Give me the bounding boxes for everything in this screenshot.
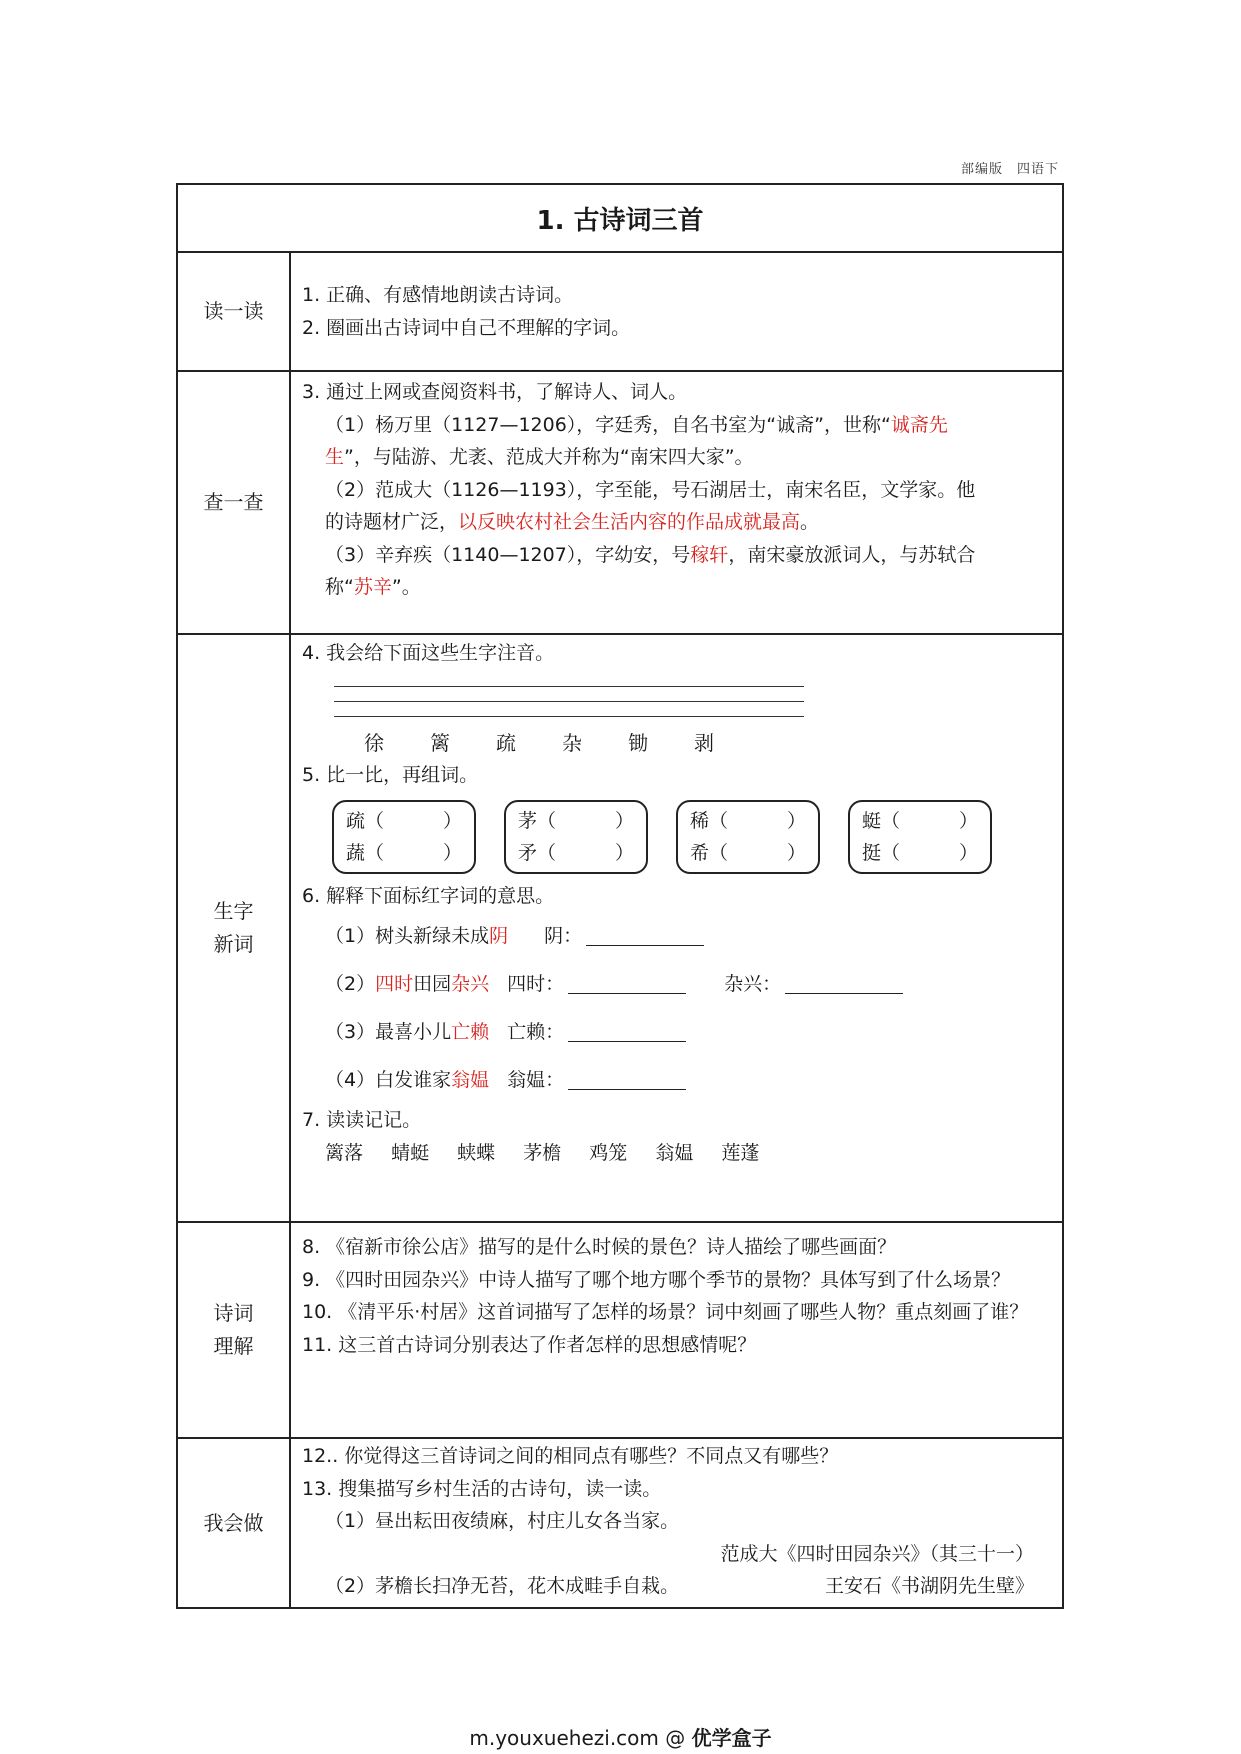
- section-label: 读一读: [178, 253, 291, 370]
- question-8: 8. 《宿新市徐公店》描写的是什么时候的景色？诗人描绘了哪些画面？: [302, 1236, 897, 1258]
- section-label: 查一查: [178, 372, 291, 633]
- footer-brand: 优学盒子: [691, 1726, 772, 1750]
- poet-xin-qiji: （3）辛弃疾（1140—1207），字幼安，号稼轩，南宋豪放派词人，与苏轼合: [325, 543, 976, 566]
- edition-note: 部编版 四语下: [960, 162, 1059, 177]
- poem-source-1: 范成大《四时田园杂兴》（其三十一）: [720, 1542, 1034, 1565]
- section-label: 诗词 理解: [178, 1223, 291, 1437]
- poem-line-1: （1）昼出耘田夜绩麻，村庄儿女各当家。: [325, 1510, 680, 1532]
- compare-boxes: [332, 800, 1052, 874]
- question-6: 6. 解释下面标红字词的意思。: [302, 884, 555, 907]
- definition-line: （4）白发谁家 翁媪 翁媪：: [302, 1056, 1052, 1104]
- page-title: 1. 古诗词三首: [178, 185, 1062, 253]
- characters-to-annotate: 徐 篱 疏 杂 锄 剥: [364, 730, 714, 755]
- section-check: [178, 372, 1062, 635]
- question-9: 9. 《四时田园杂兴》中诗人描写了哪个地方哪个季节的景物？具体写到了什么场景？: [302, 1268, 1011, 1291]
- poet-yang-wanli-cont: 生”，与陆游、尤袤、范成大并称为“南宋四大家”。: [325, 446, 754, 468]
- question-7: 7. 读读记记。: [302, 1109, 422, 1131]
- question-12: 12.. 你觉得这三首诗词之间的相同点有哪些？不同点又有哪些？: [302, 1445, 839, 1467]
- word-list: 篱落 蜻蜓 蛱蝶 茅檐 鸡笼 翁媪 莲蓬: [325, 1141, 760, 1164]
- compare-box[interactable]: 茅（ ） 矛（ ）: [504, 800, 648, 874]
- answer-blank[interactable]: [586, 927, 704, 946]
- section-understand: [178, 1223, 1062, 1439]
- poet-fan-chengda-cont: 的诗题材广泛，以反映农村社会生活内容的作品成就最高。: [325, 511, 820, 533]
- read-item: 1. 正确、有感情地朗读古诗词。: [302, 284, 574, 306]
- compare-box[interactable]: 稀（ ） 希（ ）: [676, 800, 820, 874]
- footer-watermark: [0, 1722, 1241, 1751]
- worksheet-table: [176, 183, 1064, 1609]
- compare-box[interactable]: 疏（ ） 蔬（ ）: [332, 800, 476, 874]
- question-5: 5. 比一比，再组词。: [302, 764, 479, 786]
- poet-yang-wanli: （1）杨万里（1127—1206），字廷秀，自名书室为“诚斋”，世称“诚斋先: [325, 413, 948, 436]
- answer-blank[interactable]: [568, 1023, 686, 1042]
- definition-line: （2） 四时 田园 杂兴 四时： 杂兴：: [302, 960, 1052, 1008]
- definition-line: （1）树头新绿未成 阴 阴：: [302, 912, 1052, 960]
- poem-line-2: （2）茅檐长扫净无苔，花木成畦手自栽。 王安石《书湖阴先生壁》: [302, 1570, 1052, 1603]
- question-4: 4. 我会给下面这些生字注音。: [302, 642, 555, 664]
- question-3: 3. 通过上网或查阅资料书，了解诗人、词人。: [302, 381, 688, 403]
- answer-blank[interactable]: [568, 1071, 686, 1090]
- section-read: [178, 253, 1062, 372]
- poem-source-2: 王安石《书湖阴先生壁》: [824, 1575, 1034, 1597]
- definition-line: （3）最喜小儿 亡赖 亡赖：: [302, 1008, 1052, 1056]
- answer-blank[interactable]: [568, 975, 686, 994]
- question-11: 11. 这三首古诗词分别表达了作者怎样的思想感情呢？: [302, 1333, 757, 1356]
- question-13: 13. 搜集描写乡村生活的古诗句，读一读。: [302, 1477, 662, 1500]
- poet-xin-qiji-cont: 称“苏辛”。: [325, 576, 421, 598]
- pinyin-writing-lines[interactable]: [334, 672, 804, 717]
- section-vocab: [178, 635, 1062, 1223]
- answer-blank[interactable]: [785, 975, 903, 994]
- section-label: 我会做: [178, 1439, 291, 1607]
- section-label: 生字 新词: [178, 635, 291, 1221]
- compare-box[interactable]: 蜓（ ） 挺（ ）: [848, 800, 992, 874]
- question-10: 10. 《清平乐·村居》这首词描写了怎样的场景？词中刻画了哪些人物？重点刻画了谁？: [302, 1301, 1029, 1323]
- section-do: [178, 1439, 1062, 1607]
- read-item: 2. 圈画出古诗词中自己不理解的字词。: [302, 316, 631, 339]
- poet-fan-chengda: （2）范成大（1126—1193），字至能，号石湖居士，南宋名臣，文学家。他: [325, 478, 976, 501]
- footer-site: m.youxuehezi.com @: [469, 1726, 692, 1750]
